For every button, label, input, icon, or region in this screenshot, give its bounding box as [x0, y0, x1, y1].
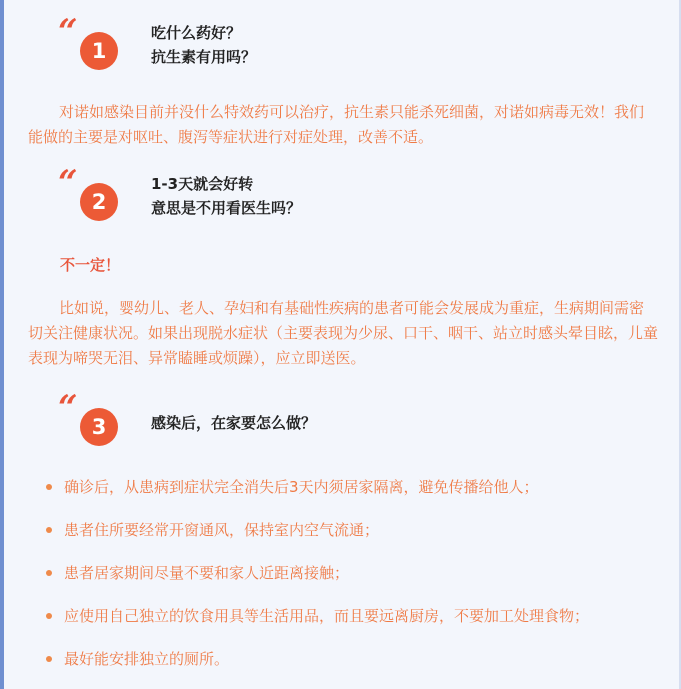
answer-paragraph-1: 对诺如感染目前并没什么特效药可以治疗，抗生素只能杀死细菌，对诺如病毒无效！我们能做的主要是对呕吐、腹泻等症状进行对症处理，改善不适。 [28, 103, 645, 146]
quote-mark-icon: “ [58, 388, 75, 428]
quote-mark-icon: “ [58, 12, 75, 52]
bullet-dot-icon [46, 527, 52, 533]
question-text-1 [151, 21, 256, 69]
list-item: 确诊后，从患病到症状完全消失后3天内须居家隔离，避免传播给他人； [44, 474, 589, 517]
question-line: 吃什么药好？ [151, 24, 242, 42]
question-line: 抗生素有用吗？ [151, 48, 257, 66]
quote-mark-icon: “ [58, 163, 75, 203]
question-line: 意思是不用看医生吗？ [151, 199, 302, 217]
number-badge-2: 2 [80, 183, 118, 221]
advice-list [44, 474, 589, 689]
number-badge-3: 3 [80, 408, 118, 446]
bullet-dot-icon [46, 484, 52, 490]
question-text-3 [151, 411, 316, 435]
question-text-2 [151, 172, 301, 220]
answer-emphasis-2: 不一定！ [60, 256, 121, 274]
list-item: 患者居家期间尽量不要和家人近距离接触； [44, 560, 589, 603]
question-line: 1-3天就会好转 [151, 175, 254, 193]
answer-paragraph-2: 比如说，婴幼儿、老人、孕妇和有基础性疾病的患者可能会发展成为重症，生病期间需密切关注健康状况。如果出现脱水症状（主要表现为少尿、口干、咽干、站立时感头晕目眩，儿童表现为啼哭无泪、异常瞌睡或烦躁），应立即送医。 [28, 299, 659, 367]
list-item: 患者住所要经常开窗通风，保持室内空气流通； [44, 517, 589, 560]
left-border-bar [0, 0, 4, 689]
bullet-dot-icon [46, 570, 52, 576]
list-item: 最好能安排独立的厕所。 [44, 646, 589, 689]
list-item: 应使用自己独立的饮食用具等生活用品，而且要远离厨房，不要加工处理食物； [44, 603, 589, 646]
bullet-dot-icon [46, 656, 52, 662]
bullet-dot-icon [46, 613, 52, 619]
question-line: 感染后，在家要怎么做？ [151, 414, 317, 432]
number-badge-1: 1 [80, 32, 118, 70]
